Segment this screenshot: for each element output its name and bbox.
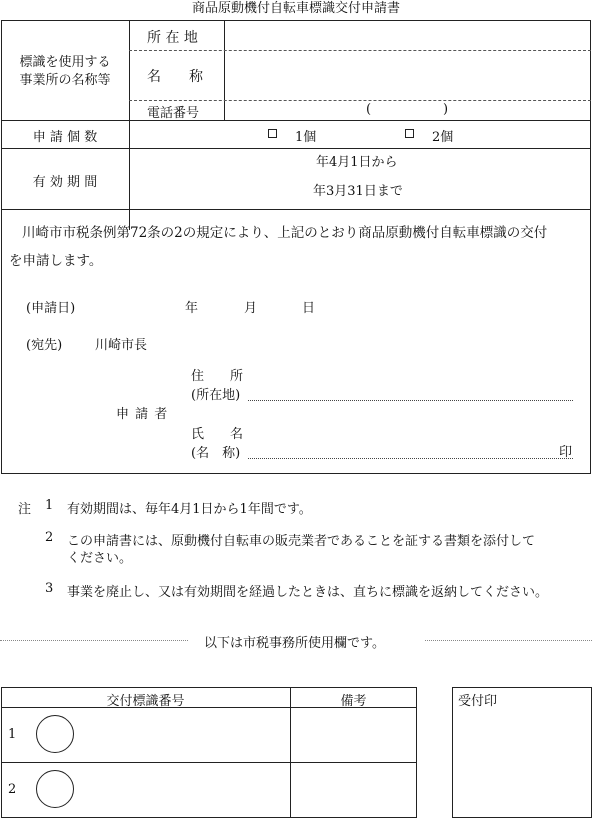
col-header-remarks: 備考 xyxy=(340,694,367,709)
page-title: 商品原動機付自転車標識交付申請書 xyxy=(191,1,400,16)
note-3-number: 3 xyxy=(45,581,54,596)
name-underline xyxy=(248,458,573,459)
applicant-name-field[interactable] xyxy=(250,424,550,456)
stamp-circle-1 xyxy=(36,715,74,753)
count-option-1: 1個 xyxy=(295,130,317,145)
receipt-stamp-label: 受付印 xyxy=(458,694,498,709)
application-date-label: (申請日) xyxy=(26,301,76,316)
validity-from: 年4月1日から xyxy=(316,155,398,170)
location-label: 所 在 地 xyxy=(147,30,198,46)
note-2-text-cont: ください。 xyxy=(67,551,133,566)
column-divider xyxy=(224,20,225,120)
count-label: 申 請 個 数 xyxy=(32,130,98,145)
phone-open-paren: ( xyxy=(366,102,372,117)
note-2-number: 2 xyxy=(45,530,54,545)
note-1-text: 有効期間は、毎年4月1日から1年間です。 xyxy=(67,502,312,517)
column-divider xyxy=(129,20,130,230)
row-1-number: 1 xyxy=(8,727,17,742)
addressee-name: 川崎市長 xyxy=(95,338,148,353)
separator-line-right xyxy=(425,640,592,641)
col-header-number: 交付標識番号 xyxy=(106,694,185,709)
phone-label: 電話番号 xyxy=(147,106,200,121)
applicant-address-field[interactable] xyxy=(250,366,570,398)
phone-close-paren: ) xyxy=(443,102,449,117)
validity-label: 有 効 期 間 xyxy=(32,175,98,190)
row-divider xyxy=(129,50,591,51)
phone-field[interactable] xyxy=(376,102,440,118)
count-2-checkbox[interactable] xyxy=(405,129,414,138)
applicant-label: 申 請 者 xyxy=(116,407,169,422)
date-month-label: 月 xyxy=(244,301,258,316)
applicant-name-label: 氏 名 xyxy=(191,427,244,442)
separator-line-left xyxy=(0,640,188,641)
row-divider xyxy=(1,148,591,149)
notes-prefix: 注 xyxy=(18,502,32,517)
business-label-line2: 事業所の名称等 xyxy=(19,73,111,88)
stamp-circle-2 xyxy=(36,770,74,808)
date-day-label: 日 xyxy=(302,301,316,316)
statement-line2: を申請します。 xyxy=(9,253,103,269)
applicant-location-label: (所在地) xyxy=(191,388,241,403)
row-divider xyxy=(1,762,417,763)
count-option-2: 2個 xyxy=(432,130,454,145)
office-use-notice: 以下は市税事務所使用欄です。 xyxy=(204,636,385,651)
seal-mark: 印 xyxy=(559,445,573,460)
location-field[interactable] xyxy=(226,22,588,49)
row-divider xyxy=(1,120,591,121)
row-divider xyxy=(1,209,591,210)
row-divider xyxy=(129,100,591,101)
note-3-text: 事業を廃止し、又は有効期間を経過したときは、直ちに標識を返納してください。 xyxy=(67,585,549,600)
address-underline xyxy=(248,400,573,401)
name-field[interactable] xyxy=(226,52,588,99)
business-label-line1: 標識を使用する xyxy=(19,55,111,70)
note-1-number: 1 xyxy=(45,498,54,513)
date-year-label: 年 xyxy=(185,301,199,316)
addressee-label: (宛先) xyxy=(26,338,63,353)
note-2-text: この申請書には、原動機付自転車の販売業者であることを証する書類を添付して xyxy=(67,534,536,549)
name-label: 名 称 xyxy=(147,69,203,85)
count-1-checkbox[interactable] xyxy=(268,129,277,138)
validity-to: 年3月31日まで xyxy=(313,184,403,199)
statement-line1: 川崎市市税条例第72条の2の規定により、上記のとおり商品原動機付自転車標識の交付 xyxy=(22,225,548,241)
applicant-org-name-label: (名 称) xyxy=(191,446,241,461)
row-2-number: 2 xyxy=(8,782,17,797)
applicant-address-label: 住 所 xyxy=(191,369,244,384)
